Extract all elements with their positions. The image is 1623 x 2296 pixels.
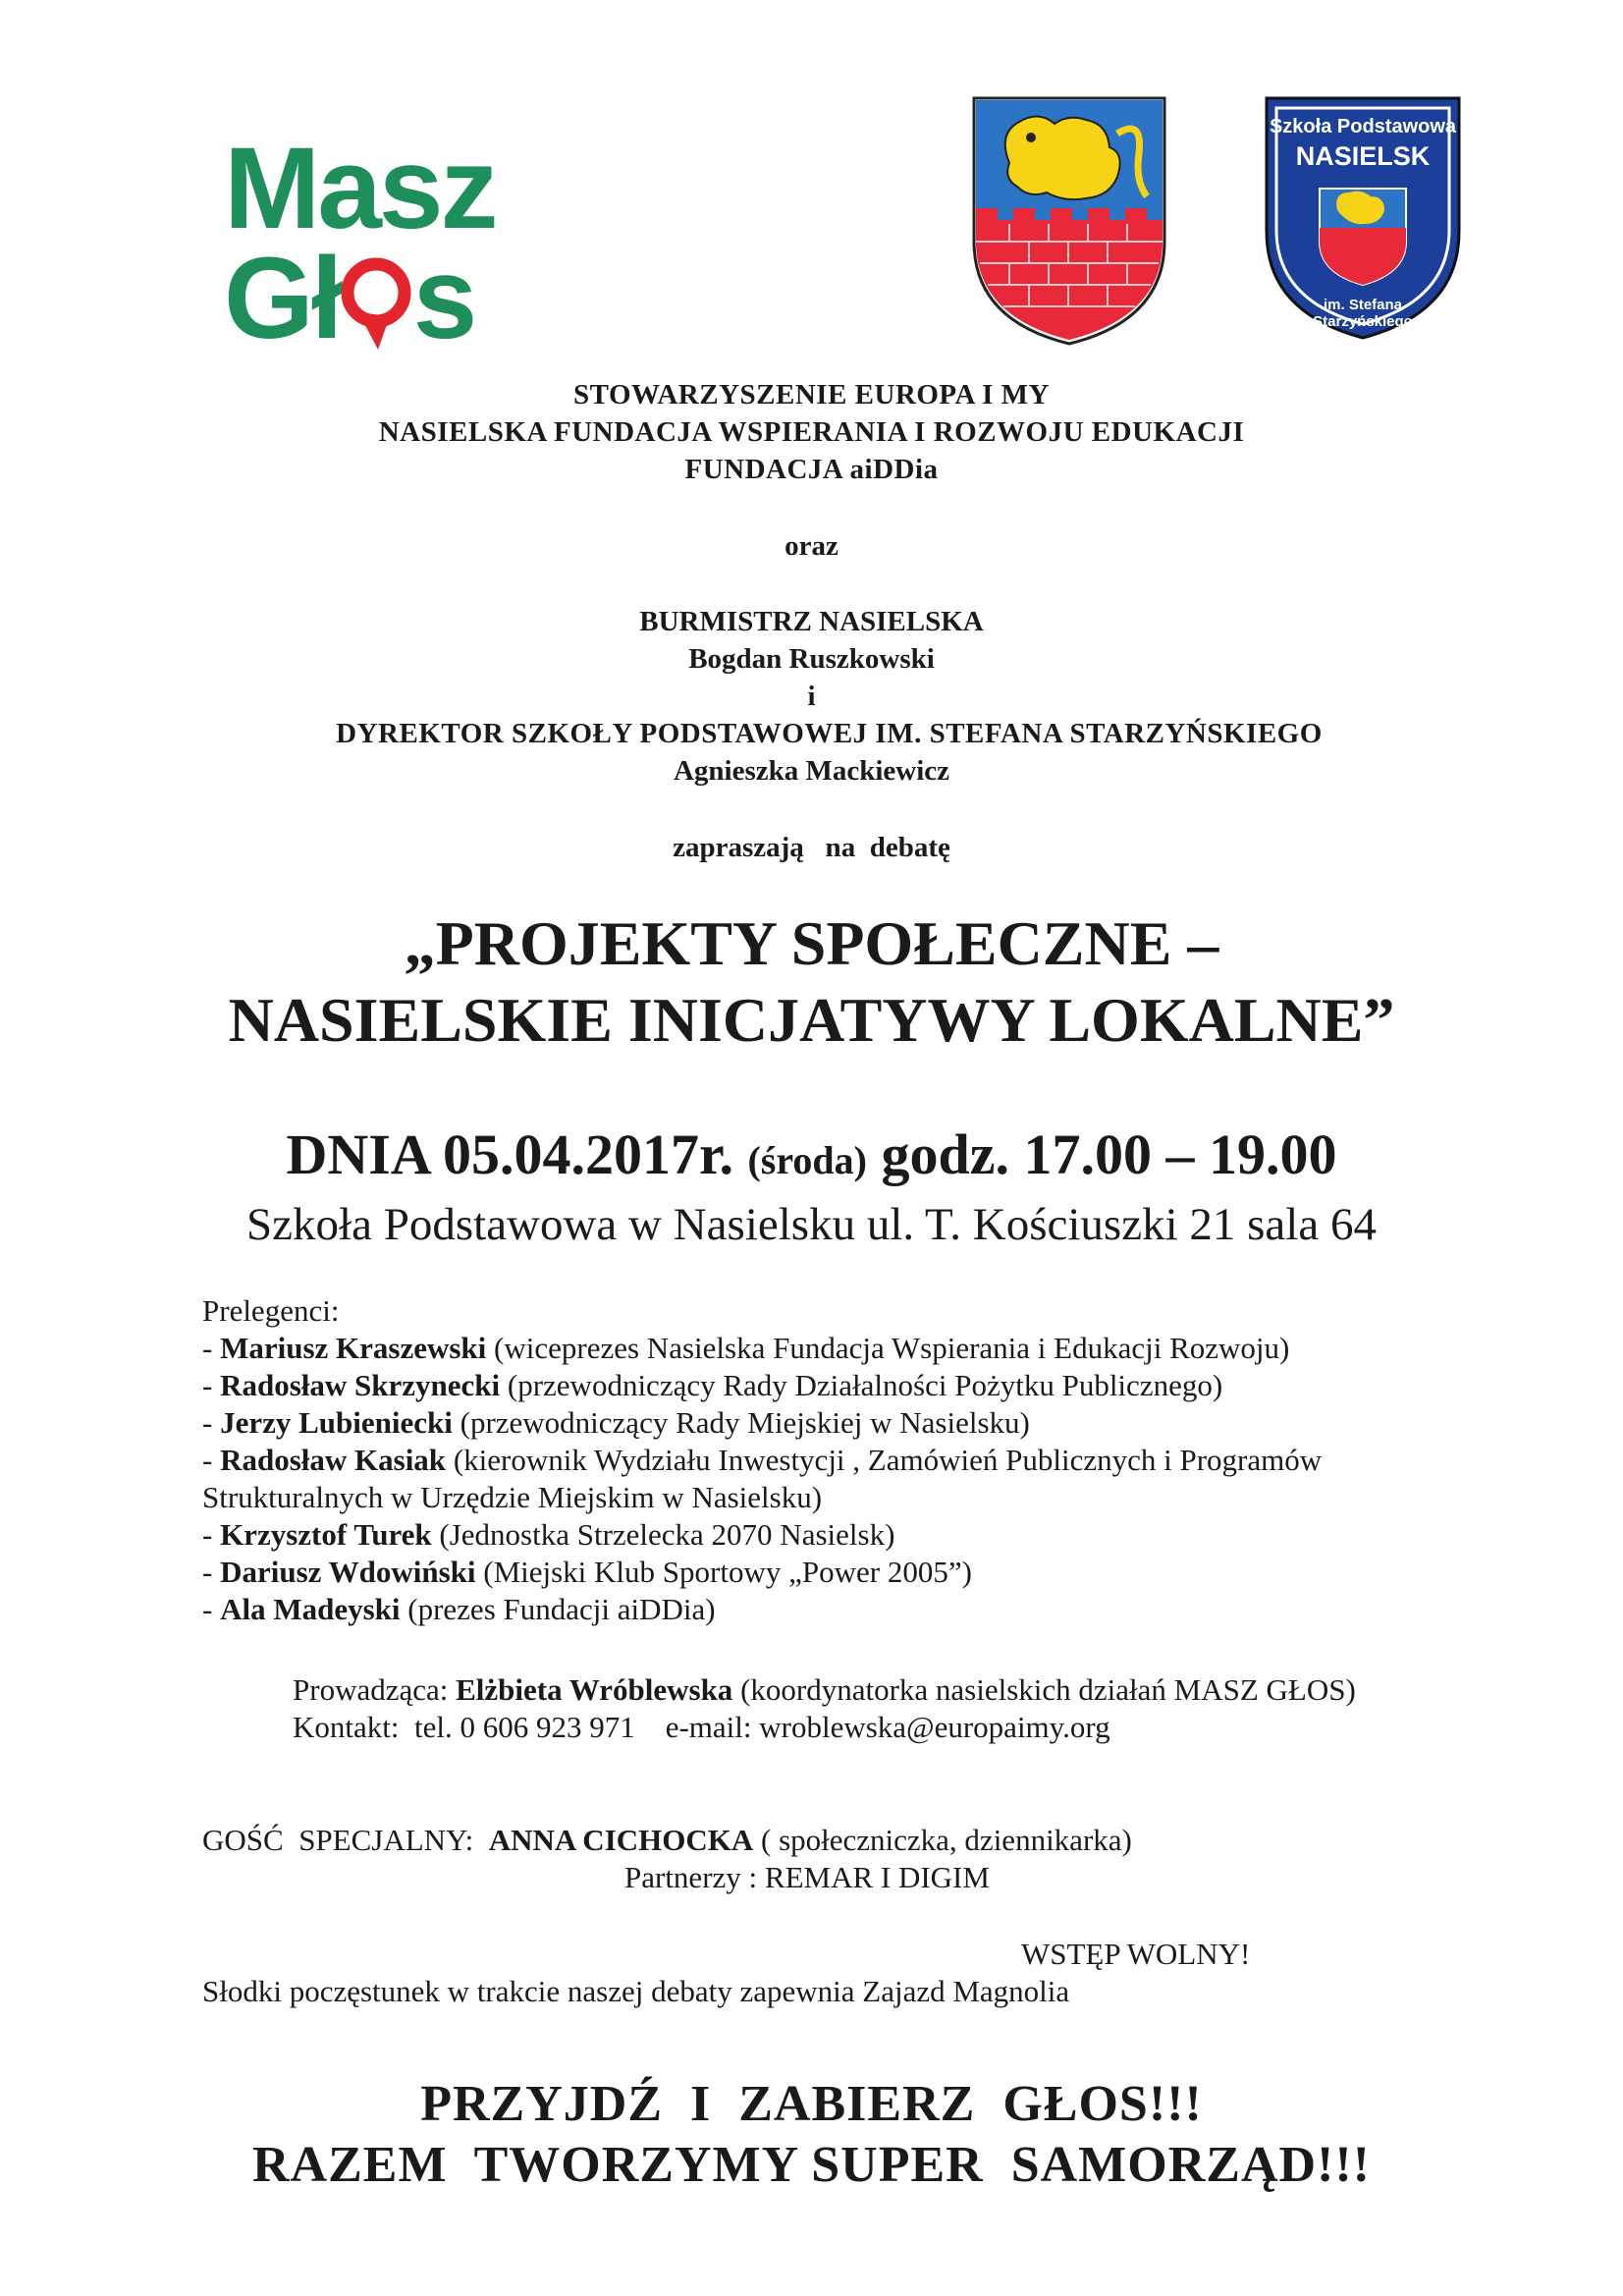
- event-weekday: (środa): [747, 1138, 867, 1182]
- logo-text-s: s: [412, 234, 475, 363]
- debate-title-line-1: „PROJEKTY SPOŁECZNE –: [404, 908, 1219, 978]
- speaker-item: - Krzysztof Turek (Jednostka Strzelecka 2070 Nasielsk): [202, 1517, 895, 1552]
- speaker-desc: (kierownik Wydziału Inwestycji , Zamówień Publicznych i Programów: [446, 1443, 1323, 1477]
- guest-desc: ( społeczniczka, dziennikarka): [753, 1823, 1132, 1857]
- speaker-desc: (Jednostka Strzelecka 2070 Nasielsk): [431, 1517, 895, 1552]
- speakers-section: [202, 1292, 1479, 1628]
- speaker-item-continuation: Strukturalnych w Urzędzie Miejskim w Nasielsku): [202, 1480, 823, 1514]
- nasielsk-coat-of-arms: [970, 94, 1168, 348]
- logo-text-gl: Gł: [224, 234, 341, 363]
- speaker-item: - Jerzy Lubieniecki (przewodniczący Rady Miejskiej w Nasielsku): [202, 1405, 1030, 1440]
- speaker-desc: (Miejski Klub Sportowy „Power 2005”): [475, 1555, 972, 1589]
- speaker-name: Krzysztof Turek: [220, 1517, 432, 1552]
- speaker-name: Ala Madeyski: [220, 1592, 401, 1626]
- event-venue: Szkoła Podstawowa w Nasielsku ul. T. Kościuszki 21 sala 64: [246, 1199, 1377, 1250]
- speaker-item: - Radosław Kasiak (kierownik Wydziału Inwestycji , Zamówień Publicznych i Programów: [202, 1443, 1323, 1477]
- guest-name: ANNA CICHOCKA: [488, 1823, 754, 1857]
- mayor-title: BURMISTRZ NASIELSKA: [639, 606, 984, 637]
- closing-line-1: PRZYJDŹ I ZABIERZ GŁOS!!!: [420, 2076, 1203, 2132]
- host-label: Prowadząca:: [293, 1672, 457, 1707]
- speech-bubble-icon: [341, 251, 413, 350]
- speaker-desc: (przewodniczący Rady Działalności Pożytku Publicznego): [500, 1368, 1223, 1402]
- event-datetime: [0, 1121, 1623, 1187]
- host-section: [293, 1671, 1569, 1746]
- debate-title-line-2: NASIELSKIE INICJATYWY LOKALNE”: [228, 985, 1395, 1055]
- speaker-name: Radosław Skrzynecki: [220, 1368, 501, 1402]
- speaker-item: - Dariusz Wdowiński (Miejski Klub Sportowy „Power 2005”): [202, 1555, 972, 1589]
- speaker-item: - Mariusz Kraszewski (wiceprezes Nasielska Fundacja Wspierania i Edukacji Rozwoju): [202, 1331, 1290, 1365]
- event-date: DNIA 05.04.2017r.: [286, 1122, 733, 1186]
- guest-label: GOŚĆ SPECJALNY:: [202, 1823, 489, 1857]
- speaker-desc: (wiceprezes Nasielska Fundacja Wspierania i Edukacji Rozwoju): [486, 1331, 1290, 1365]
- organizer-line-3: FUNDACJA aiDDia: [684, 454, 939, 485]
- host-line: [293, 1671, 1569, 1709]
- school-crest-arc-text: im. Stefana Starzyńskiego: [1313, 297, 1413, 330]
- free-entry-text: WSTĘP WOLNY!: [1021, 1937, 1251, 1971]
- logo-word-glos: [224, 234, 518, 363]
- speaker-name: Jerzy Lubieniecki: [220, 1405, 453, 1440]
- speaker-item: - Radosław Skrzynecki (przewodniczący Rady Działalności Pożytku Publicznego): [202, 1368, 1223, 1402]
- special-guest-line: [202, 1822, 1479, 1859]
- closing-line-2: RAZEM TWORZYMY SUPER SAMORZĄD!!!: [252, 2137, 1371, 2193]
- organizer-line-1: STOWARZYSZENIE EUROPA I MY: [573, 379, 1050, 410]
- host-name: Elżbieta Wróblewska: [456, 1672, 733, 1707]
- director-name: Agnieszka Mackiewicz: [673, 755, 950, 787]
- mayor-name: Bogdan Ruszkowski: [688, 643, 935, 675]
- school-crest: [1263, 94, 1463, 342]
- and-text: i: [807, 681, 816, 712]
- speaker-name: Dariusz Wdowiński: [220, 1555, 476, 1589]
- director-title: DYREKTOR SZKOŁY PODSTAWOWEJ IM. STEFANA STARZYŃSKIEGO: [336, 718, 1323, 749]
- refreshments-text: Słodki poczęstunek w trakcie naszej debaty zapewnia Zajazd Magnolia: [202, 1974, 1070, 2008]
- speaker-name: Mariusz Kraszewski: [220, 1331, 487, 1365]
- speakers-heading: Prelegenci:: [202, 1293, 340, 1328]
- school-crest-line2: NASIELSK: [1295, 141, 1431, 171]
- event-time: godz. 17.00 – 19.00: [881, 1122, 1337, 1186]
- oraz-text: oraz: [784, 530, 839, 562]
- speaker-name: Radosław Kasiak: [220, 1443, 447, 1477]
- speaker-desc: (prezes Fundacji aiDDia): [400, 1592, 716, 1626]
- partners-line: Partnerzy : REMAR I DIGIM: [624, 1860, 990, 1894]
- masz-glos-logo: [224, 124, 518, 369]
- speaker-item: - Ala Madeyski (prezes Fundacji aiDDia): [202, 1592, 716, 1626]
- contact-line: Kontakt: tel. 0 606 923 971 e-mail: wroblewska@europaimy.org: [293, 1710, 1110, 1744]
- invite-text: zapraszają na debatę: [673, 832, 950, 863]
- organizer-line-2: NASIELSKA FUNDACJA WSPIERANIA I ROZWOJU EDUKACJI: [378, 416, 1245, 448]
- school-crest-line1: Szkoła Podstawowa: [1269, 116, 1457, 137]
- lion-crest-icon: [970, 94, 1168, 348]
- logo-word-masz: Masz: [224, 124, 496, 253]
- host-desc: (koordynatorka nasielskich działań MASZ GŁOS): [732, 1672, 1356, 1707]
- speaker-desc: (przewodniczący Rady Miejskiej w Nasielsku): [452, 1405, 1030, 1440]
